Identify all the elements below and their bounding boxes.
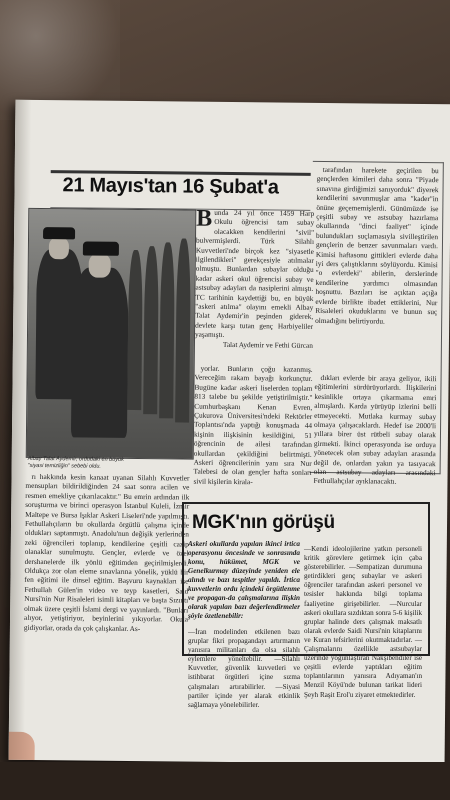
photo-caption: Albay Talat Aydemir, ordudaki en büyük "siyasi temizliğin" sebebi oldu. [27, 455, 124, 470]
article-photo [26, 208, 197, 460]
mgk-right-column [304, 545, 422, 700]
hand-thumb [9, 732, 35, 765]
column-a-text: unda 24 yıl önce 1459 Harp Okulu öğrencisi tam subay olacakken kendilerini "sivil" bulvermişlerdi. Türk Silahlı Kuvvetleri'nde birçok kez "siyasetle ilgilendikleri" gerekçesiyle atılmalar olmuştu. Bunlardan subaylar olduğu kadar askeri okul öğrencisi subay ve astsubay adayları da nasiplerini almıştı. TC tarihinin kaydettiği bu, en büyük "askeri atılma" olayını emekli Albay Talat Aydemir'in peşinden giderek, devlete karşı tutan genç Harbiyeliler yaşamıştı. [194, 207, 315, 340]
article-headline: 21 Mayıs'tan 16 Şubat'a [62, 174, 279, 199]
column-b-text: tarafından harekete geçirilen bu gençlerden kimileri daha sonra "Piyade sınavına girdiğimizi sanıyorduk" diyerek kendilerini savunmuşlar ama "kader"in önüne geçememişlerdi. Günümüzde ise çeşitli subay ve astsubay hazırlama okullarında "dinci faaliyet" içinde bulundukları suçlamasıyla sivilleştirilen gençlerin de benzer savunmaları vardı. Kimisi haftasonu gittikleri evlerde daha iyi ders çalıştıklarını söylüyordu. Kimisi "o evlerdeki" abilerin, derslerinde kendilerine yardımcı olmasından hoşnuttu. Bazıları ise açıktan açığa evlerde birlikte ibadet ettiklerini, Nur Risaleleri okuduklarını ve bunun suç olmadığını belirtiyordu. [315, 164, 439, 326]
column-c [193, 364, 312, 489]
drop-cap: B [196, 205, 213, 232]
column-a [194, 205, 315, 351]
mgk-left-column [188, 628, 300, 740]
column-a-subhead: Talat Aydemir ve Fethi Gürcan [222, 339, 313, 350]
column-e [24, 472, 190, 635]
column-b [315, 165, 439, 327]
bottom-background [0, 762, 450, 800]
mgk-left-text: —İran modelinden etkilenen bazı gruplar fikri propagandayı artırmanın yanısıra militanları da olsa silahlı eylemlere yöneltebilir. —Silahlı Kuvvetler, güvenlik kuvvetleri ve istihbarat örgütleri içine sızma çalışmaları artırabilirler. —Siyasi partiler içinde yer alarak etkinlik sağlamaya yönelebilirler. [188, 628, 300, 709]
column-c-text: yorlar. Bunların çoğu kazanmış. Vereceğim rakam bayağı korkunçtur. Bugüne kadar askeri liselerden toplam 813 talebe bu şekilde yetiştirilmiştir." Cumhurbaşkanı Kenan Evren, Çukurova Üniversitesi'ndeki Rektörler Toplantısı'nda yaptığı konuşmada 44 kişinin ilişkisinin kesildiğini, 51 öğrencinin de ailesi tarafından okullardan çekildiğini belirtmişti. Askeri öğrencilerinin yanı sıra Nur Talebesi de olan gençler hafta sonları sivil kişilerin kirala- [193, 363, 313, 487]
column-d-text: dıkları evlerde bir araya geliyor, ikili eğitimlerini sürdürüyorlardı. İlişkilerini kesinlikle ortaya çıkarmama emri almışlardı. Karda yürüyüp izlerini belli etmeyecekti. Mutlaka kurmay subay olmaya çalışacaklardı. Hedef ise 2000'li yıllara birer üst rütbeli subay olarak girmekti. İkinci operasyonda ise orduya yönetecek olan subay adayları arasında değil de, onlardan yakın ya tasıyacak olan astsubay adayları arasındaki Fethullahçılar ayıklanacaktı. [313, 372, 437, 487]
mgk-lead: Askeri okullarda yapılan ikinci irtica operasyonu öncesinde ve sonrasında konu, hükümet, MGK ve Genelkurmay düzeyinde yeniden ele alındı ve bazı tespitler yapıldı. İrtica kuvvetlerin ordu içindeki örgütlenme ve propagan-da çalışmalarına ilişkin olarak yapılan bazı değerlendirmeler şöyle özetlenebilir: [188, 540, 300, 620]
mgk-right-text: —Kendi ideolojilerine yatkın personeli kritik görevlere getirmek için çaba gösterebilirler. —Sempatizan durumuna getirdikleri genç subaylar ve askeri öğrenciler tarafından askeri personel ve tesisler hakkında bilgi toplama faaliyetine girişebilirler. —Nurcular askeri okullara sızdıktan sonra 5-6 kişilik gruplar halinde ders çalışmak maksatlı olarak evlerde Saidi Nursi'nin kitaplarını ve Kuran tefsirlerini okutmaktadırlar. —Çalışmalarını özellikle astsubaylar üzerinde yoğunlaştıran Nakşibendiler ise çeşitli evlerde yaptıkları eğitim toplantılarının yanısıra Adıyaman'ın Menzil Köyü'nde bulunan tarikat lideri Şeyh Raşit Erol'u ziyaret etmektedirler. [304, 545, 422, 699]
column-d [313, 373, 436, 488]
column-e-text: rı hakkında kesin kanaat uyanan Silahlı Kuvvetler mensupları bildirildiğinden 24 saat sonra acilen ve resmen emekliye çıkarılacaktır." Bu emrin ardından ilk soruşturma ve birinci operasyon İstanbul Kuleli, İzmir Maltepe ve Bursa Işıklar Askeri Liseleri'nde yapılmıştı. Fethullahçıların bu okullarda örgütlü çalışma içinde oldukları saptanmıştı. Anadolu'nun değişik yerlerinden zeki öğrencileri toplanıp, kendilerine çeşitli cazip olanaklar sunulmuştu. Gençler, evlerde ve özel dershanelerde ilk yönlü eğitimden geçirilmişlerdi. Oldukça zor olan eleme sınavlarına yönelik, yüklü bir fen eğitimi ile dinsel eğitim. Başvuru kaynakları ise Fethullah Gülen'in video ve teyp kasetleri, Said Nursi'nin Nur Risaleleri isimli kitapları ve başta Sızıntı olmak üzere çeşitli İslami dergi ve yayınlardı. "Bunları alıyor, yetiştiriyor, beyinlerini yıkıyorlar. Okula gidiyorlar, orada da çok çalışkanlar. As- [23, 471, 190, 633]
mgk-title: MGK'nın görüşü [192, 512, 335, 533]
